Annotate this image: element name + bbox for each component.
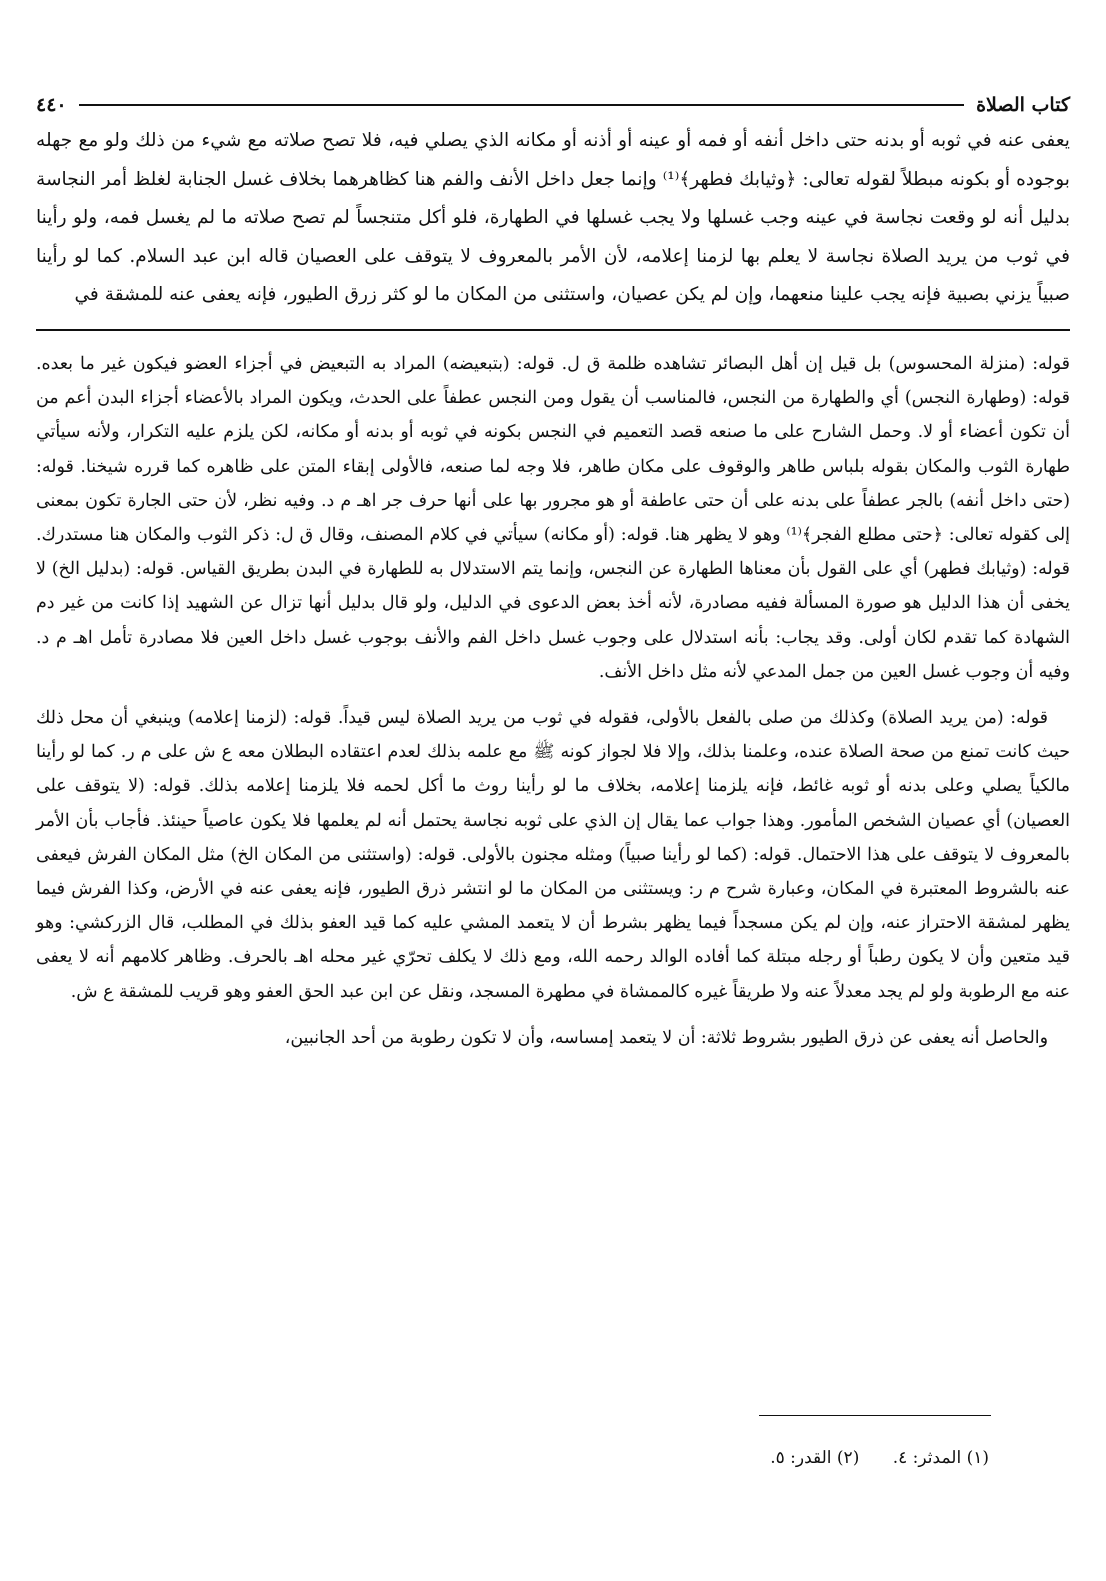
footnotes [770, 1448, 989, 1468]
header-rule [79, 104, 964, 106]
running-header [36, 88, 1070, 122]
page [36, 88, 1070, 1055]
main-text [36, 122, 1070, 315]
commentary-paragraph-1: قوله: (منزلة المحسوس) بل قيل إن أهل البصائر تشاهده ظلمة ق ل. قوله: (بتبعيضه) المراد به التبعيض في أجزاء العضو فيكون غير ما بعده. قوله: (وطهارة النجس) أي والطهارة من النجس، فالمناسب أن يقول ومن النجس عطفاً على الحدث، ويكون المراد بالأعضاء أجزاء البدن أعم من أن تكون أعضاء أو لا. وحمل الشارح على ما صنعه قصد التعميم في النجس بكونه في ثوبه أو بدنه أو مكانه، لكن يلزم عليه التكرار، ولأنه سيأتي طهارة الثوب والمكان بقوله بلباس طاهر والوقوف على مكان طاهر، فلا وجه لما صنعه، فالأولى إبقاء المتن على ظاهره كما قرره شيخنا. قوله: (حتى داخل أنفه) بالجر عطفاً على بدنه على أن حتى عاطفة أو هو مجرور بها على أنها حرف جر اهـ م د. وفيه نظر، لأن حتى الجارة تكون بمعنى إلى كقوله تعالى: ﴿حتى مطلع الفجر﴾⁽¹⁾ وهو لا يظهر هنا. قوله: (أو مكانه) سيأتي في كلام المصنف، وقال ق ل: ذكر الثوب والمكان هنا مستدرك. قوله: (وثيابك فطهر) أي على القول بأن معناها الطهارة عن النجس، وإنما يتم الاستدلال به للطهارة في البدن بطريق القياس. قوله: (بدليل الخ) لا يخفى أن هذا الدليل هو صورة المسألة ففيه مصادرة، لأنه أخذ بعض الدعوى في الدليل، ولو قال بدليل أنها تزال عن الشهيد إذا كانت من غير دم الشهادة كما تقدم لكان أولى. وقد يجاب: بأنه استدلال على وجوب غسل داخل الفم والأنف بوجوب غسل داخل العين فلا مصادرة تأمل اهـ م د. وفيه أن وجوب غسل العين من جمل المدعي لأنه مثل داخل الأنف. [36, 353, 1071, 682]
footnote-separator [759, 1415, 991, 1416]
commentary-paragraph-3: والحاصل أنه يعفى عن ذرق الطيور بشروط ثلاثة: أن لا يتعمد إمساسه، وأن لا تكون رطوبة من أحد الجانبين، [284, 1027, 1048, 1048]
text-separator [36, 329, 1070, 331]
footnote-2: (٢) القدر: ٥. [770, 1448, 860, 1468]
main-paragraph: يعفى عنه في ثوبه أو بدنه حتى داخل أنفه أو فمه أو عينه أو أذنه أو مكانه الذي يصلي فيه، فلا تصح صلاته مع شيء من ذلك ولو مع جهله بوجوده أو بكونه مبطلاً لقوله تعالى: ﴿وثيابك فطهر﴾⁽¹⁾ وإنما جعل داخل الأنف والفم هنا كظاهرهما بخلاف غسل الجنابة لغلظ أمر النجاسة بدليل أنه لو وقعت نجاسة في عينه وجب غسلها ولا يجب غسلها في الطهارة، فلو أكل متنجساً لم تصح صلاته ما لم يغسل فمه، ولو رأينا في ثوب من يريد الصلاة نجاسة لا يعلم بها لزمنا إعلامه، لأن الأمر بالمعروف لا يتوقف على العصيان قاله ابن عبد السلام. كما لو رأينا صبياً يزني بصبية فإنه يجب علينا منعهما، وإن لم يكن عصيان، واستثنى من المكان ما لو كثر زرق الطيور، فإنه يعفى عنه للمشقة في [36, 130, 1070, 306]
commentary-paragraph-2: قوله: (من يريد الصلاة) وكذلك من صلى بالفعل بالأولى، فقوله في ثوب من يريد الصلاة ليس قيداً. قوله: (لزمنا إعلامه) وينبغي أن محل ذلك حيث كانت تمنع من صحة الصلاة عنده، وعلمنا بذلك، وإلا فلا لجواز كونه ﷺ مع علمه بذلك لعدم اعتقاده البطلان معه ع ش على م ر. كما لو رأينا مالكياً يصلي وعلى بدنه أو ثوبه غائط، فإنه يلزمنا إعلامه، بخلاف ما لو رأينا روث ما أكل لحمه فلا يلزمنا إعلامه بذلك. قوله: (لا يتوقف على العصيان) أي عصيان الشخص المأمور. وهذا جواب عما يقال إن الذي على ثوبه نجاسة يحتمل أنه لم يعلمها فلا يكون عاصياً حينئذ. فأجاب بأن الأمر بالمعروف لا يتوقف على هذا الاحتمال. قوله: (كما لو رأينا صبياً) ومثله مجنون بالأولى. قوله: (واستثنى من المكان الخ) مثل المكان الفرش فيعفى عنه بالشروط المعتبرة في المكان، وعبارة شرح م ر: ويستثنى من المكان ما لو انتشر ذرق الطيور، فإنه يعفى عنه في الأرض، وكذا الفرش فيما يظهر لمشقة الاحتراز عنه، وإن لم يكن مسجداً فيما يظهر بشرط أن لا يتعمد المشي عليه كما قيد العفو بذلك في المطلب، قال الزركشي: وهو قيد متعين وأن لا يكون رطباً أو رجله مبتلة كما أفاده الوالد رحمه الله، ومع ذلك لا يكلف تحرّي غير محله اهـ بالحرف. وظاهر كلامهم أنه لا يعفى عنه مع الرطوبة ولو لم يجد معدلاً عنه ولا طريقاً غيره كالممشاة في مطهرة المسجد، ونقل عن ابن عبد الحق العفو وهو قريب للمشقة ع ش. [36, 708, 1070, 1002]
page-number: ٤٤٠ [36, 94, 67, 116]
commentary [36, 347, 1070, 1055]
footnote-1: (١) المدثر: ٤. [892, 1448, 989, 1468]
book-title: كتاب الصلاة [976, 94, 1070, 116]
